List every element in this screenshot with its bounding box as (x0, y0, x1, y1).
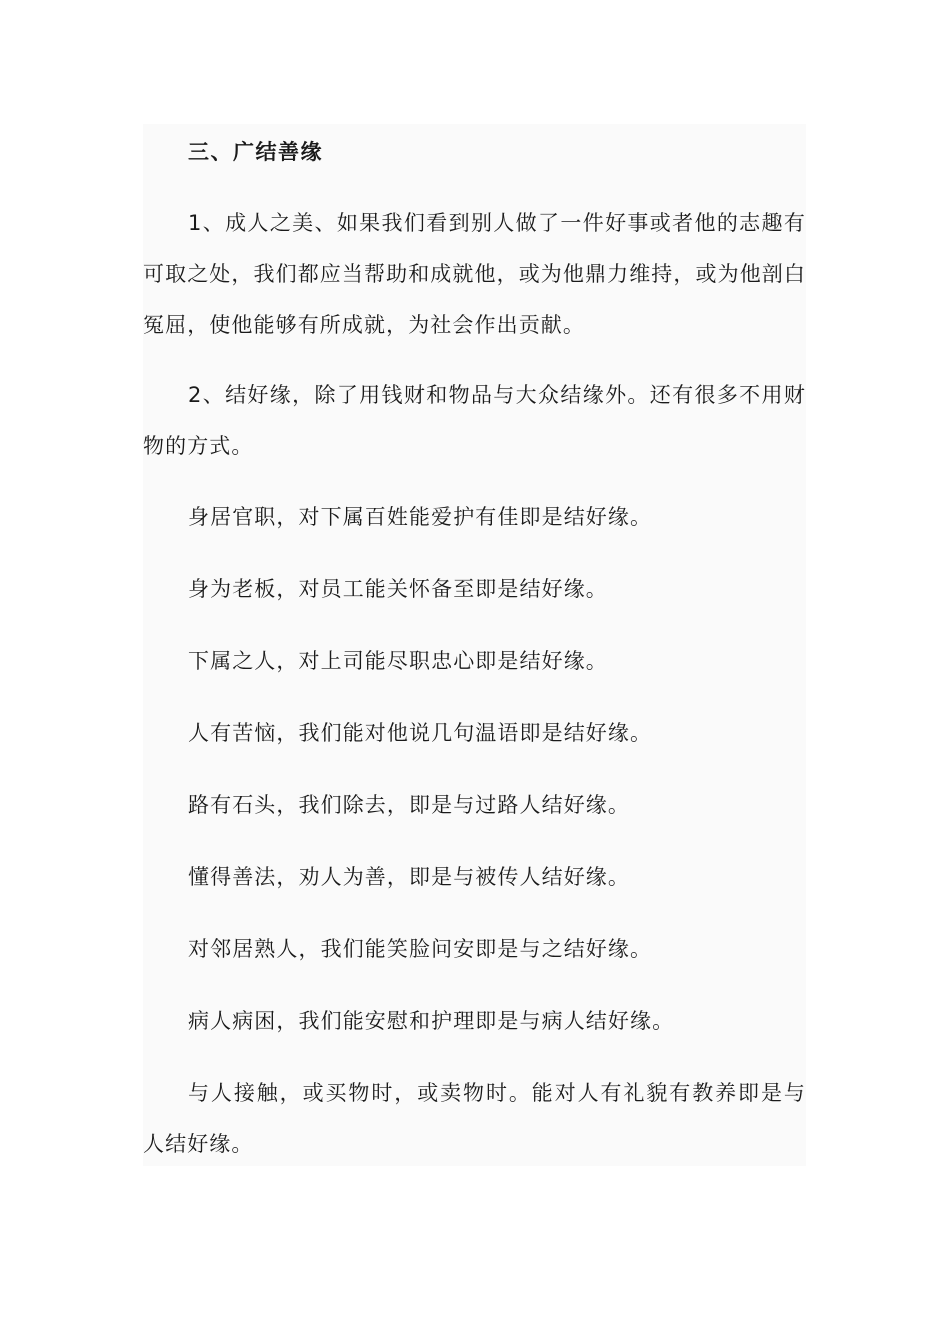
paragraph-6: 人有苦恼，我们能对他说几句温语即是结好缘。 (188, 721, 653, 745)
paragraph-9: 对邻居熟人，我们能笑脸问安即是与之结好缘。 (188, 937, 653, 961)
paragraph-4: 身为老板，对员工能关怀备至即是结好缘。 (188, 577, 608, 601)
paragraph-8: 懂得善法，劝人为善，即是与被传人结好缘。 (188, 865, 630, 889)
paragraph-2: 2、结好缘，除了用钱财和物品与大众结缘外。还有很多不用财物的方式。 (143, 383, 806, 458)
paragraph-1: 1、成人之美、如果我们看到别人做了一件好事或者他的志趣有可取之处，我们都应当帮助和成就他，或为他鼎力维持，或为他剖白冤屈，使他能够有所成就，为社会作出贡献。 (143, 211, 806, 337)
paragraph-3: 身居官职，对下属百姓能爱护有佳即是结好缘。 (188, 505, 653, 529)
paragraph-11: 与人接触，或买物时，或卖物时。能对人有礼貌有教养即是与人结好缘。 (143, 1081, 806, 1156)
paragraph-5: 下属之人，对上司能尽职忠心即是结好缘。 (188, 649, 608, 673)
section-heading: 三、广结善缘 (188, 140, 323, 164)
document-body (143, 124, 806, 1166)
paragraph-10: 病人病困，我们能安慰和护理即是与病人结好缘。 (188, 1009, 675, 1033)
paragraph-7: 路有石头，我们除去，即是与过路人结好缘。 (188, 793, 630, 817)
